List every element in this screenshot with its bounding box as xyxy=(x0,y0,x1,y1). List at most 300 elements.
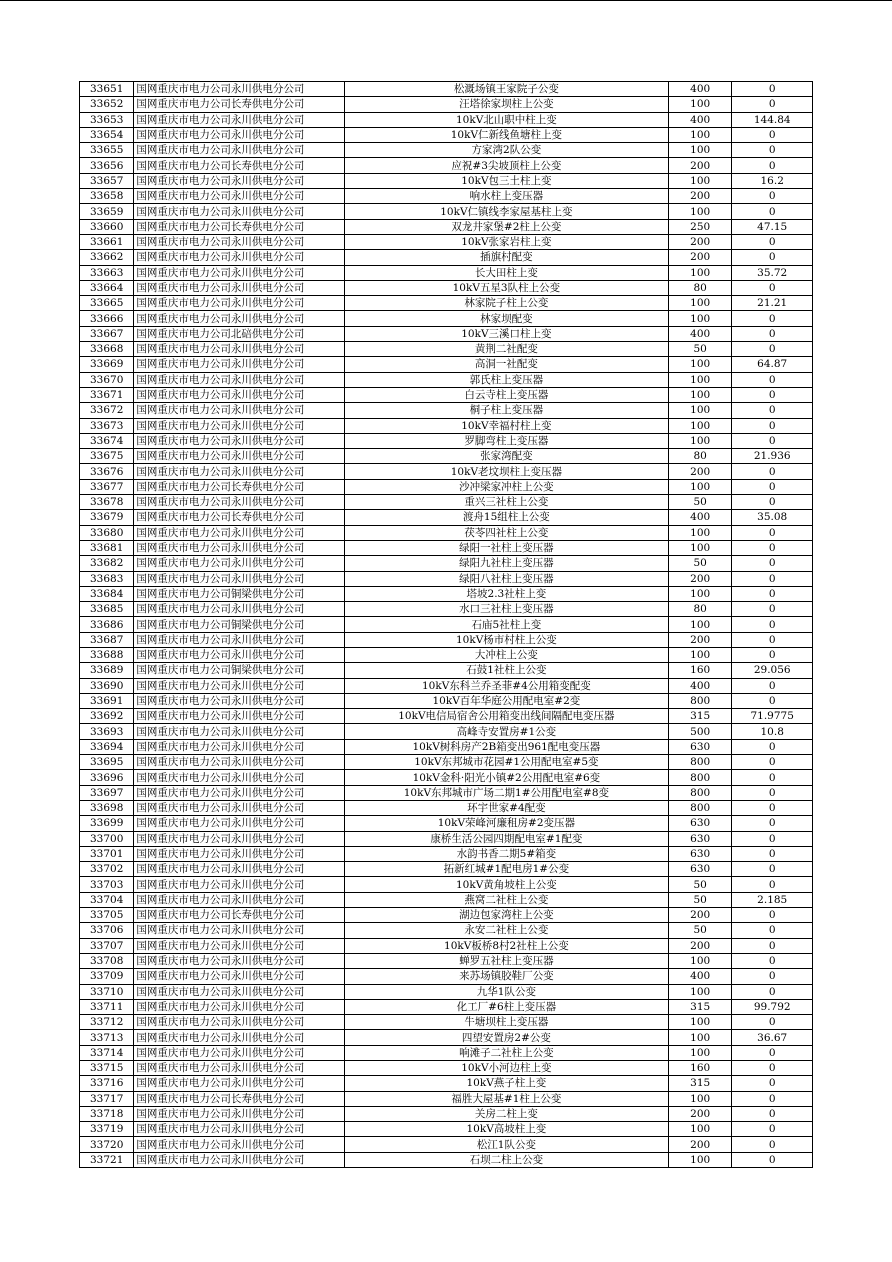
company-cell: 国网重庆市电力公司永川供电分公司 xyxy=(134,189,344,204)
transformer-name-cell: 响水柱上变压器 xyxy=(344,189,668,204)
row-id-cell: 33668 xyxy=(80,342,134,357)
capacity-cell: 630 xyxy=(668,739,731,754)
transformer-name-cell: 拓新红城#1配电房1#公变 xyxy=(344,862,668,877)
company-cell: 国网重庆市电力公司永川供电分公司 xyxy=(134,265,344,280)
capacity-cell: 200 xyxy=(668,158,731,173)
table-row xyxy=(80,1152,813,1167)
value-cell: 0 xyxy=(732,433,813,448)
value-cell: 0 xyxy=(732,862,813,877)
transformer-name-cell: 湖边包家湾柱上公变 xyxy=(344,908,668,923)
value-cell: 0 xyxy=(732,326,813,341)
transformer-name-cell: 水口三社柱上变压器 xyxy=(344,602,668,617)
table-row xyxy=(80,97,813,112)
transformer-name-cell: 桐子柱上变压器 xyxy=(344,403,668,418)
row-id-cell: 33657 xyxy=(80,173,134,188)
capacity-cell: 400 xyxy=(668,969,731,984)
value-cell: 0 xyxy=(732,1152,813,1167)
value-cell: 0 xyxy=(732,785,813,800)
value-cell: 0 xyxy=(732,479,813,494)
value-cell: 0 xyxy=(732,877,813,892)
value-cell: 16.2 xyxy=(732,173,813,188)
row-id-cell: 33654 xyxy=(80,127,134,142)
value-cell: 0 xyxy=(732,1106,813,1121)
value-cell: 99.792 xyxy=(732,999,813,1014)
row-id-cell: 33673 xyxy=(80,418,134,433)
value-cell: 0 xyxy=(732,418,813,433)
company-cell: 国网重庆市电力公司长寿供电分公司 xyxy=(134,908,344,923)
capacity-cell: 100 xyxy=(668,127,731,142)
value-cell: 0 xyxy=(732,525,813,540)
company-cell: 国网重庆市电力公司永川供电分公司 xyxy=(134,647,344,662)
row-id-cell: 33706 xyxy=(80,923,134,938)
value-cell: 21.21 xyxy=(732,296,813,311)
transformer-name-cell: 福胜大屋基#1柱上公变 xyxy=(344,1091,668,1106)
capacity-cell: 400 xyxy=(668,326,731,341)
row-id-cell: 33656 xyxy=(80,158,134,173)
value-cell: 0 xyxy=(732,204,813,219)
table-row xyxy=(80,1076,813,1091)
row-id-cell: 33685 xyxy=(80,602,134,617)
row-id-cell: 33659 xyxy=(80,204,134,219)
capacity-cell: 100 xyxy=(668,1015,731,1030)
capacity-cell: 400 xyxy=(668,82,731,97)
transformer-name-cell: 10kV五星3队柱上公变 xyxy=(344,280,668,295)
value-cell: 0 xyxy=(732,678,813,693)
table-row xyxy=(80,984,813,999)
table-row xyxy=(80,158,813,173)
row-id-cell: 33693 xyxy=(80,724,134,739)
table-row xyxy=(80,556,813,571)
capacity-cell: 630 xyxy=(668,846,731,861)
capacity-cell: 100 xyxy=(668,372,731,387)
row-id-cell: 33667 xyxy=(80,326,134,341)
value-cell: 0 xyxy=(732,770,813,785)
table-row xyxy=(80,357,813,372)
company-cell: 国网重庆市电力公司永川供电分公司 xyxy=(134,969,344,984)
transformer-name-cell: 10kV三溪口柱上变 xyxy=(344,326,668,341)
transformer-name-cell: 长大田柱上变 xyxy=(344,265,668,280)
value-cell: 2.185 xyxy=(732,892,813,907)
capacity-cell: 100 xyxy=(668,617,731,632)
transformer-name-cell: 绿阳一社柱上变压器 xyxy=(344,540,668,555)
value-cell: 35.72 xyxy=(732,265,813,280)
table-row xyxy=(80,127,813,142)
company-cell: 国网重庆市电力公司永川供电分公司 xyxy=(134,342,344,357)
table-row xyxy=(80,1015,813,1030)
capacity-cell: 50 xyxy=(668,495,731,510)
capacity-cell: 100 xyxy=(668,204,731,219)
value-cell: 144.84 xyxy=(732,112,813,127)
company-cell: 国网重庆市电力公司永川供电分公司 xyxy=(134,173,344,188)
company-cell: 国网重庆市电力公司长寿供电分公司 xyxy=(134,158,344,173)
table-body xyxy=(80,82,813,1168)
row-id-cell: 33703 xyxy=(80,877,134,892)
transformer-name-cell: 10kV东邦城市花园#1公用配电室#5变 xyxy=(344,755,668,770)
value-cell: 0 xyxy=(732,831,813,846)
capacity-cell: 100 xyxy=(668,1091,731,1106)
company-cell: 国网重庆市电力公司永川供电分公司 xyxy=(134,724,344,739)
company-cell: 国网重庆市电力公司永川供电分公司 xyxy=(134,449,344,464)
capacity-cell: 100 xyxy=(668,97,731,112)
row-id-cell: 33711 xyxy=(80,999,134,1014)
transformer-name-cell: 绿阳八社柱上变压器 xyxy=(344,571,668,586)
transformer-name-cell: 罗脚弯柱上变压器 xyxy=(344,433,668,448)
capacity-cell: 800 xyxy=(668,770,731,785)
company-cell: 国网重庆市电力公司永川供电分公司 xyxy=(134,1030,344,1045)
capacity-cell: 315 xyxy=(668,1076,731,1091)
row-id-cell: 33661 xyxy=(80,234,134,249)
capacity-cell: 100 xyxy=(668,296,731,311)
row-id-cell: 33688 xyxy=(80,647,134,662)
table-row xyxy=(80,846,813,861)
row-id-cell: 33709 xyxy=(80,969,134,984)
transformer-name-cell: 双龙井家堡#2柱上公变 xyxy=(344,219,668,234)
transformer-name-cell: 10kV树科房产2B箱变出961配电变压器 xyxy=(344,739,668,754)
company-cell: 国网重庆市电力公司铜梁供电分公司 xyxy=(134,617,344,632)
transformer-name-cell: 化工厂#6柱上变压器 xyxy=(344,999,668,1014)
value-cell: 36.67 xyxy=(732,1030,813,1045)
table-row xyxy=(80,816,813,831)
company-cell: 国网重庆市电力公司永川供电分公司 xyxy=(134,234,344,249)
capacity-cell: 100 xyxy=(668,540,731,555)
table-row xyxy=(80,831,813,846)
row-id-cell: 33686 xyxy=(80,617,134,632)
table-row xyxy=(80,1091,813,1106)
capacity-cell: 200 xyxy=(668,1137,731,1152)
company-cell: 国网重庆市电力公司长寿供电分公司 xyxy=(134,510,344,525)
row-id-cell: 33662 xyxy=(80,250,134,265)
transformer-name-cell: 蝉罗五社柱上变压器 xyxy=(344,953,668,968)
value-cell: 0 xyxy=(732,464,813,479)
capacity-cell: 100 xyxy=(668,1152,731,1167)
value-cell: 0 xyxy=(732,1137,813,1152)
row-id-cell: 33713 xyxy=(80,1030,134,1045)
capacity-cell: 200 xyxy=(668,234,731,249)
capacity-cell: 630 xyxy=(668,831,731,846)
company-cell: 国网重庆市电力公司永川供电分公司 xyxy=(134,892,344,907)
row-id-cell: 33708 xyxy=(80,953,134,968)
row-id-cell: 33702 xyxy=(80,862,134,877)
transformer-name-cell: 四望安置房2#公变 xyxy=(344,1030,668,1045)
value-cell: 0 xyxy=(732,908,813,923)
value-cell: 0 xyxy=(732,969,813,984)
company-cell: 国网重庆市电力公司永川供电分公司 xyxy=(134,571,344,586)
transformer-name-cell: 渡舟15组柱上公变 xyxy=(344,510,668,525)
value-cell: 0 xyxy=(732,800,813,815)
transformer-name-cell: 10kV小河边柱上变 xyxy=(344,1061,668,1076)
company-cell: 国网重庆市电力公司永川供电分公司 xyxy=(134,984,344,999)
capacity-cell: 200 xyxy=(668,1106,731,1121)
company-cell: 国网重庆市电力公司永川供电分公司 xyxy=(134,800,344,815)
transformer-name-cell: 九华1队公变 xyxy=(344,984,668,999)
transformer-name-cell: 响滩子二社柱上公变 xyxy=(344,1045,668,1060)
capacity-cell: 100 xyxy=(668,357,731,372)
company-cell: 国网重庆市电力公司永川供电分公司 xyxy=(134,602,344,617)
company-cell: 国网重庆市电力公司长寿供电分公司 xyxy=(134,97,344,112)
value-cell: 0 xyxy=(732,1061,813,1076)
company-cell: 国网重庆市电力公司永川供电分公司 xyxy=(134,938,344,953)
capacity-cell: 200 xyxy=(668,908,731,923)
capacity-cell: 160 xyxy=(668,663,731,678)
table-row xyxy=(80,326,813,341)
table-row xyxy=(80,1122,813,1137)
company-cell: 国网重庆市电力公司北碚供电分公司 xyxy=(134,326,344,341)
company-cell: 国网重庆市电力公司永川供电分公司 xyxy=(134,632,344,647)
row-id-cell: 33658 xyxy=(80,189,134,204)
transformer-name-cell: 10kV高坡柱上变 xyxy=(344,1122,668,1137)
row-id-cell: 33679 xyxy=(80,510,134,525)
company-cell: 国网重庆市电力公司永川供电分公司 xyxy=(134,953,344,968)
table-row xyxy=(80,311,813,326)
row-id-cell: 33712 xyxy=(80,1015,134,1030)
transformer-name-cell: 环宇世家#4配变 xyxy=(344,800,668,815)
company-cell: 国网重庆市电力公司永川供电分公司 xyxy=(134,877,344,892)
company-cell: 国网重庆市电力公司永川供电分公司 xyxy=(134,403,344,418)
capacity-cell: 100 xyxy=(668,173,731,188)
row-id-cell: 33651 xyxy=(80,82,134,97)
table-row xyxy=(80,433,813,448)
table-row xyxy=(80,724,813,739)
transformer-name-cell: 方家湾2队公变 xyxy=(344,143,668,158)
table-row xyxy=(80,693,813,708)
value-cell: 0 xyxy=(732,586,813,601)
row-id-cell: 33653 xyxy=(80,112,134,127)
page-top-rule xyxy=(0,0,892,1)
company-cell: 国网重庆市电力公司永川供电分公司 xyxy=(134,755,344,770)
row-id-cell: 33672 xyxy=(80,403,134,418)
row-id-cell: 33684 xyxy=(80,586,134,601)
value-cell: 0 xyxy=(732,693,813,708)
value-cell: 0 xyxy=(732,846,813,861)
table-row xyxy=(80,678,813,693)
value-cell: 0 xyxy=(732,1076,813,1091)
table-row xyxy=(80,800,813,815)
capacity-cell: 100 xyxy=(668,479,731,494)
transformer-name-cell: 10kV板桥8村2社柱上公变 xyxy=(344,938,668,953)
table-row xyxy=(80,586,813,601)
transformer-name-cell: 张家湾配变 xyxy=(344,449,668,464)
company-cell: 国网重庆市电力公司永川供电分公司 xyxy=(134,127,344,142)
company-cell: 国网重庆市电力公司永川供电分公司 xyxy=(134,846,344,861)
value-cell: 64.87 xyxy=(732,357,813,372)
company-cell: 国网重庆市电力公司永川供电分公司 xyxy=(134,785,344,800)
company-cell: 国网重庆市电力公司永川供电分公司 xyxy=(134,204,344,219)
table-row xyxy=(80,342,813,357)
row-id-cell: 33695 xyxy=(80,755,134,770)
transformer-name-cell: 10kV电信局宿舍公用箱变出线间隔配电变压器 xyxy=(344,709,668,724)
row-id-cell: 33714 xyxy=(80,1045,134,1060)
transformer-name-cell: 高峰寺安置房#1公变 xyxy=(344,724,668,739)
transformer-name-cell: 沙冲梁家冲柱上公变 xyxy=(344,479,668,494)
table-row xyxy=(80,449,813,464)
row-id-cell: 33674 xyxy=(80,433,134,448)
row-id-cell: 33700 xyxy=(80,831,134,846)
transformer-name-cell: 10kV东邦城市广场二期1#公用配电室#8变 xyxy=(344,785,668,800)
transformer-name-cell: 10kV仁镇线李家屋基柱上变 xyxy=(344,204,668,219)
value-cell: 0 xyxy=(732,938,813,953)
company-cell: 国网重庆市电力公司永川供电分公司 xyxy=(134,862,344,877)
transformer-name-cell: 10kV燕子柱上变 xyxy=(344,1076,668,1091)
capacity-cell: 200 xyxy=(668,571,731,586)
transformer-name-cell: 10kV东科兰乔圣菲#4公用箱变配变 xyxy=(344,678,668,693)
capacity-cell: 50 xyxy=(668,923,731,938)
row-id-cell: 33666 xyxy=(80,311,134,326)
company-cell: 国网重庆市电力公司永川供电分公司 xyxy=(134,678,344,693)
capacity-cell: 500 xyxy=(668,724,731,739)
value-cell: 0 xyxy=(732,1091,813,1106)
row-id-cell: 33697 xyxy=(80,785,134,800)
transformer-name-cell: 林家坝配变 xyxy=(344,311,668,326)
table-row xyxy=(80,418,813,433)
transformer-name-cell: 黄荆二社配变 xyxy=(344,342,668,357)
row-id-cell: 33694 xyxy=(80,739,134,754)
row-id-cell: 33663 xyxy=(80,265,134,280)
row-id-cell: 33678 xyxy=(80,495,134,510)
capacity-cell: 200 xyxy=(668,632,731,647)
company-cell: 国网重庆市电力公司永川供电分公司 xyxy=(134,770,344,785)
table-row xyxy=(80,862,813,877)
transformer-name-cell: 松江1队公变 xyxy=(344,1137,668,1152)
value-cell: 0 xyxy=(732,632,813,647)
transformer-name-cell: 松溉场镇王家院子公变 xyxy=(344,82,668,97)
row-id-cell: 33681 xyxy=(80,540,134,555)
value-cell: 0 xyxy=(732,143,813,158)
table-row xyxy=(80,571,813,586)
capacity-cell: 630 xyxy=(668,816,731,831)
table-row xyxy=(80,189,813,204)
row-id-cell: 33660 xyxy=(80,219,134,234)
row-id-cell: 33671 xyxy=(80,387,134,402)
capacity-cell: 800 xyxy=(668,693,731,708)
table-row xyxy=(80,953,813,968)
row-id-cell: 33707 xyxy=(80,938,134,953)
value-cell: 29.056 xyxy=(732,663,813,678)
capacity-cell: 50 xyxy=(668,877,731,892)
capacity-cell: 50 xyxy=(668,342,731,357)
value-cell: 0 xyxy=(732,755,813,770)
capacity-cell: 100 xyxy=(668,418,731,433)
capacity-cell: 400 xyxy=(668,678,731,693)
company-cell: 国网重庆市电力公司永川供电分公司 xyxy=(134,831,344,846)
capacity-cell: 100 xyxy=(668,143,731,158)
row-id-cell: 33690 xyxy=(80,678,134,693)
transformer-name-cell: 10kV包三土柱上变 xyxy=(344,173,668,188)
transformer-name-cell: 10kV仁新线鱼塘柱上变 xyxy=(344,127,668,142)
transformer-name-cell: 石鼓1社柱上公变 xyxy=(344,663,668,678)
table-row xyxy=(80,1045,813,1060)
transformer-name-cell: 林家院子柱上公变 xyxy=(344,296,668,311)
row-id-cell: 33704 xyxy=(80,892,134,907)
capacity-cell: 100 xyxy=(668,433,731,448)
company-cell: 国网重庆市电力公司长寿供电分公司 xyxy=(134,219,344,234)
capacity-cell: 100 xyxy=(668,1122,731,1137)
company-cell: 国网重庆市电力公司永川供电分公司 xyxy=(134,999,344,1014)
capacity-cell: 100 xyxy=(668,647,731,662)
row-id-cell: 33683 xyxy=(80,571,134,586)
table-row xyxy=(80,617,813,632)
value-cell: 0 xyxy=(732,97,813,112)
row-id-cell: 33676 xyxy=(80,464,134,479)
row-id-cell: 33689 xyxy=(80,663,134,678)
transformer-name-cell: 绿阳九社柱上变压器 xyxy=(344,556,668,571)
table-row xyxy=(80,999,813,1014)
company-cell: 国网重庆市电力公司长寿供电分公司 xyxy=(134,479,344,494)
row-id-cell: 33664 xyxy=(80,280,134,295)
transformer-name-cell: 10kV百年华庭公用配电室#2变 xyxy=(344,693,668,708)
table-row xyxy=(80,464,813,479)
capacity-cell: 80 xyxy=(668,602,731,617)
capacity-cell: 800 xyxy=(668,785,731,800)
table-row xyxy=(80,1106,813,1121)
transformer-name-cell: 10kV幸福村柱上变 xyxy=(344,418,668,433)
value-cell: 10.8 xyxy=(732,724,813,739)
capacity-cell: 200 xyxy=(668,250,731,265)
value-cell: 0 xyxy=(732,189,813,204)
company-cell: 国网重庆市电力公司永川供电分公司 xyxy=(134,112,344,127)
table-row xyxy=(80,495,813,510)
company-cell: 国网重庆市电力公司永川供电分公司 xyxy=(134,693,344,708)
value-cell: 21.936 xyxy=(732,449,813,464)
capacity-cell: 315 xyxy=(668,999,731,1014)
row-id-cell: 33652 xyxy=(80,97,134,112)
capacity-cell: 200 xyxy=(668,464,731,479)
row-id-cell: 33715 xyxy=(80,1061,134,1076)
row-id-cell: 33677 xyxy=(80,479,134,494)
value-cell: 0 xyxy=(732,617,813,632)
company-cell: 国网重庆市电力公司永川供电分公司 xyxy=(134,1015,344,1030)
capacity-cell: 250 xyxy=(668,219,731,234)
row-id-cell: 33655 xyxy=(80,143,134,158)
company-cell: 国网重庆市电力公司永川供电分公司 xyxy=(134,143,344,158)
capacity-cell: 800 xyxy=(668,800,731,815)
company-cell: 国网重庆市电力公司铜梁供电分公司 xyxy=(134,663,344,678)
row-id-cell: 33670 xyxy=(80,372,134,387)
table-row xyxy=(80,173,813,188)
row-id-cell: 33680 xyxy=(80,525,134,540)
table-row xyxy=(80,877,813,892)
value-cell: 0 xyxy=(732,816,813,831)
company-cell: 国网重庆市电力公司永川供电分公司 xyxy=(134,250,344,265)
transformer-table xyxy=(79,81,813,1168)
capacity-cell: 315 xyxy=(668,709,731,724)
company-cell: 国网重庆市电力公司永川供电分公司 xyxy=(134,1152,344,1167)
value-cell: 0 xyxy=(732,1045,813,1060)
transformer-name-cell: 高洞一社配变 xyxy=(344,357,668,372)
table-row xyxy=(80,755,813,770)
company-cell: 国网重庆市电力公司永川供电分公司 xyxy=(134,1061,344,1076)
value-cell: 35.08 xyxy=(732,510,813,525)
table-row xyxy=(80,250,813,265)
transformer-name-cell: 10kV金科·阳光小镇#2公用配电室#6变 xyxy=(344,770,668,785)
company-cell: 国网重庆市电力公司永川供电分公司 xyxy=(134,709,344,724)
table-row xyxy=(80,387,813,402)
value-cell: 0 xyxy=(732,372,813,387)
row-id-cell: 33692 xyxy=(80,709,134,724)
company-cell: 国网重庆市电力公司永川供电分公司 xyxy=(134,556,344,571)
transformer-name-cell: 水韵书香二期5#箱变 xyxy=(344,846,668,861)
value-cell: 0 xyxy=(732,984,813,999)
capacity-cell: 200 xyxy=(668,189,731,204)
table-row xyxy=(80,1137,813,1152)
row-id-cell: 33691 xyxy=(80,693,134,708)
company-cell: 国网重庆市电力公司永川供电分公司 xyxy=(134,1045,344,1060)
capacity-cell: 800 xyxy=(668,755,731,770)
capacity-cell: 100 xyxy=(668,387,731,402)
table-row xyxy=(80,265,813,280)
table-row xyxy=(80,372,813,387)
table-row xyxy=(80,219,813,234)
value-cell: 0 xyxy=(732,387,813,402)
